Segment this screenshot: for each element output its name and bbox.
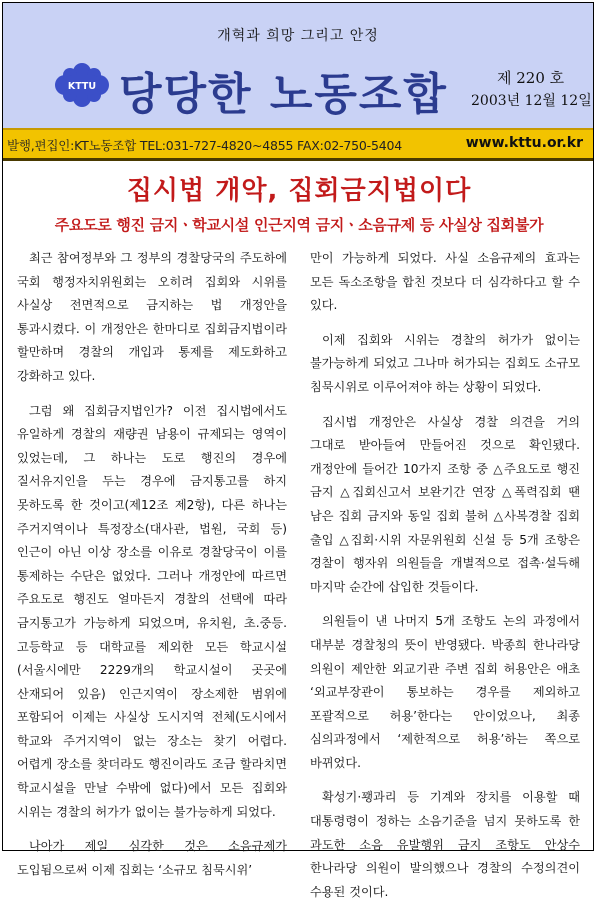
publisher-info: 발행,편집인:KT노동조합 TEL:031-727-4820~4855 FAX:02-750-5404 xyxy=(7,138,402,153)
issue-number: 제 220 호 xyxy=(497,69,565,87)
newspaper-title: 당당한 노동조합 xyxy=(119,69,448,120)
paragraph: 나아가 제일 심각한 것은 소음규제가 도입됨으로써 이제 집회는 ‘소규모 침묵시위’ xyxy=(17,839,287,877)
publisher-bar xyxy=(3,128,593,158)
paragraph: 최근 참여정부와 그 정부의 경찰당국의 주도하에 국회 행정자치위원회는 오히려 집회와 시위를 사실상 전면적으로 금지하는 법 개정안을 통과시켰다. 이 개정안은 한마디로 집회금지법이라 할만하며 경찰의 개입과 통제를 제도화하고 강화하고 있다. xyxy=(17,251,287,383)
slogan: 개혁과 희망 그리고 안정 xyxy=(217,28,379,44)
paragraph: 집시법 개정안은 사실상 경찰 의견을 거의 그대로 받아들여 만들어진 것으로 확인됐다. 개정안에 들어간 10가지 조항 중 △주요도로 행진 금지 △집회신고서 보완기간 연장 △폭력집회 땐 남은 집회 금지와 동일 집회 불허 △사복경찰 집회 출입 △집회·시위 자문위원회 신설 등 5개 조항은 경찰이 행자위 의원들을 개별적으로 접촉·설득해 마지막 순간에 삽입한 것들이다. xyxy=(310,414,580,594)
issue-date: 2003년 12월 12일 xyxy=(471,93,592,109)
right-column xyxy=(310,247,580,915)
paragraph: 이제 집회와 시위는 경찰의 허가가 없이는 불가능하게 되었고 그나마 허가되는 집회도 소규모 침묵시위로 이루어져야 하는 상황이 되었다. xyxy=(310,332,580,394)
paragraph: 그럼 왜 집회금지법인가? 이전 집시법에서도 유일하게 경찰의 재량권 남용이 규제되는 영역이 있었는데, 그 하나는 도로 행진의 경우에 질서유지인을 두는 경우에 금지통고를 하지 못하도록 한 것이고(제12조 제2항), 다른 하나는 주거지역이나 특정장소(대사관, 법원, 국회 등) 인근이 아닌 이상 장소를 이유로 경찰당국이 이를 통제하는 수단은 없었다. 그러나 개정안에 따르면 주요도로 행진도 얼마든지 경찰의 선택에 따라 금지통고가 가능하게 되었으며, 유치원, 초.중등.고등학교 등 대학교를 제외한 모든 학교시설(서울시에만 2229개의 학교시설이 곳곳에 산재되어 있음) 인근지역이 장소제한 범위에 포함되어 이제는 사실상 도시지역 전체(도시에서 학교와 주거지역이 없는 장소는 찾기 어렵다. 어렵게 장소를 찾더라도 행진이라도 조금 할라치면 학교시설을 만날 수밖에 없다)에서 모든 집회와 시위는 경찰의 허가가 없이는 불가능하게 되었다. xyxy=(17,403,287,819)
website-link[interactable]: www.kttu.or.kr xyxy=(465,135,583,151)
left-column xyxy=(17,247,287,893)
paragraph: 확성기·꽹과리 등 기계와 장치를 이용할 때 대통령령이 정하는 소음기준을 넘지 못하도록 한 과도한 소음 유발행위 금지 조항도 안상수 한나라당 의원이 발의했으나 경찰의 수정의견이 수용된 것이다. xyxy=(310,790,580,899)
paragraph: 의원들이 낸 나머지 5개 조항도 논의 과정에서 대부분 경찰청의 뜻이 반영됐다. 박종희 한나라당 의원이 제안한 외교기관 주변 집회 허용안은 애초 ‘외교부장관이 통보하는 경우를 제외하고 포괄적으로 허용’한다는 안이었으나, 최종 심의과정에서 ‘제한적으로 허용’하는 쪽으로 바뀌었다. xyxy=(310,614,580,770)
logo-text: KTTU xyxy=(67,81,97,92)
masthead-header xyxy=(3,3,593,128)
article-headline: 집시법 개악, 집회금지법이다 xyxy=(126,176,472,206)
header-divider xyxy=(3,158,593,161)
article-subhead: 주요도로 행진 금지ㆍ학교시설 인근지역 금지ㆍ소음규제 등 사실상 집회불가 xyxy=(54,216,544,234)
kttu-logo xyxy=(54,63,110,107)
paragraph: 만이 가능하게 되었다. 사실 소음규제의 효과는 모든 독소조항을 합친 것보다 더 심각하다고 할 수 있다. xyxy=(310,251,580,313)
